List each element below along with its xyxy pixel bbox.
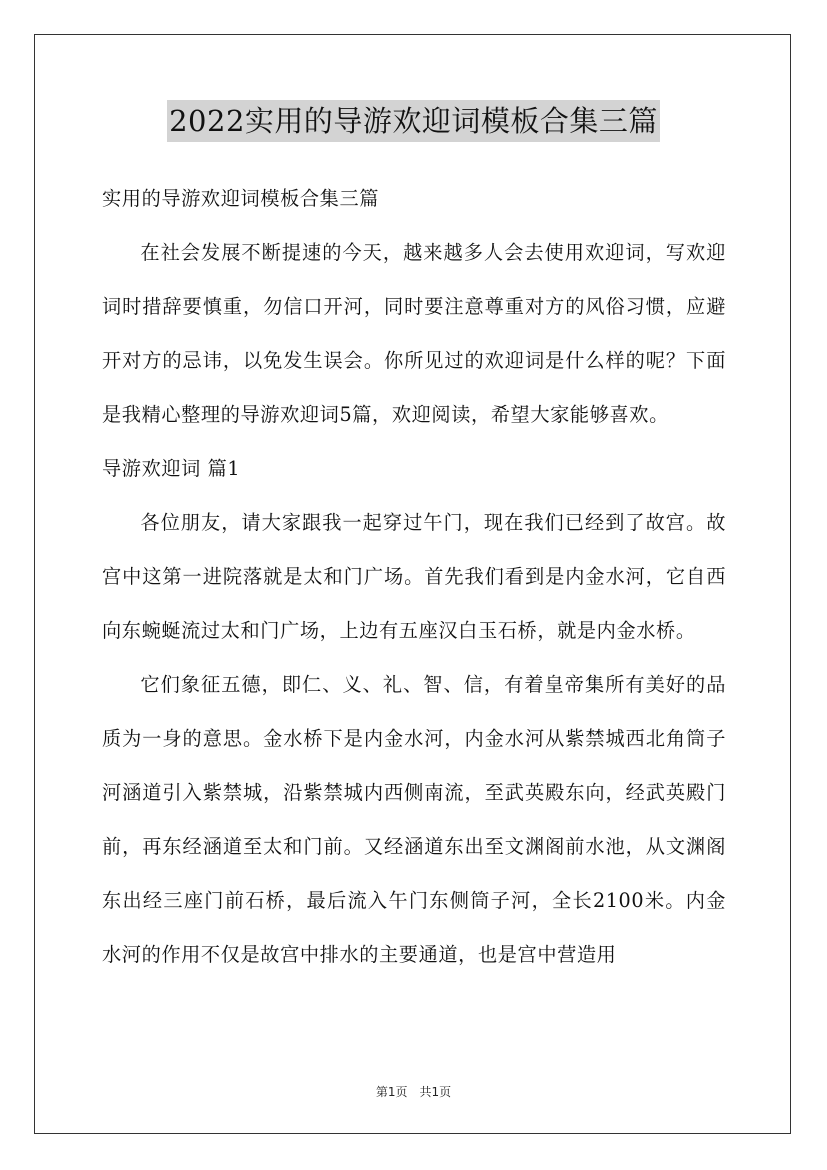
document-title: 2022实用的导游欢迎词模板合集三篇 <box>167 100 660 142</box>
document-body <box>102 172 726 982</box>
body-paragraph-1: 各位朋友，请大家跟我一起穿过午门，现在我们已经到了故宫。故宫中这第一进院落就是太和门广场。首先我们看到是内金水河，它自西向东蜿蜒流过太和门广场，上边有五座汉白玉石桥，就是内金水桥。 <box>102 511 726 642</box>
section-heading: 导游欢迎词 篇1 <box>102 457 241 480</box>
title-container <box>0 100 827 142</box>
page-footer <box>0 1083 827 1100</box>
body-paragraph-2: 它们象征五德，即仁、义、礼、智、信，有着皇帝集所有美好的品质为一身的意思。金水桥下是内金水河，内金水河从紫禁城西北角筒子河涵道引入紫禁城，沿紫禁城内西侧南流，至武英殿东向，经武英殿门前，再东经涵道至太和门前。又经涵道东出至文渊阁前水池，从文渊阁东出经三座门前石桥，最后流入午门东侧筒子河，全长2100米。内金水河的作用不仅是故宫中排水的主要通道，也是宫中营造用 <box>102 673 726 966</box>
document-subtitle: 实用的导游欢迎词模板合集三篇 <box>102 187 380 210</box>
page-total: 共1页 <box>419 1085 452 1099</box>
page-number: 第1页 <box>375 1085 408 1099</box>
intro-paragraph: 在社会发展不断提速的今天，越来越多人会去使用欢迎词，写欢迎词时措辞要慎重，勿信口开河，同时要注意尊重对方的风俗习惯，应避开对方的忌讳，以免发生误会。你所见过的欢迎词是什么样的呢？下面是我精心整理的导游欢迎词5篇，欢迎阅读，希望大家能够喜欢。 <box>102 241 726 426</box>
